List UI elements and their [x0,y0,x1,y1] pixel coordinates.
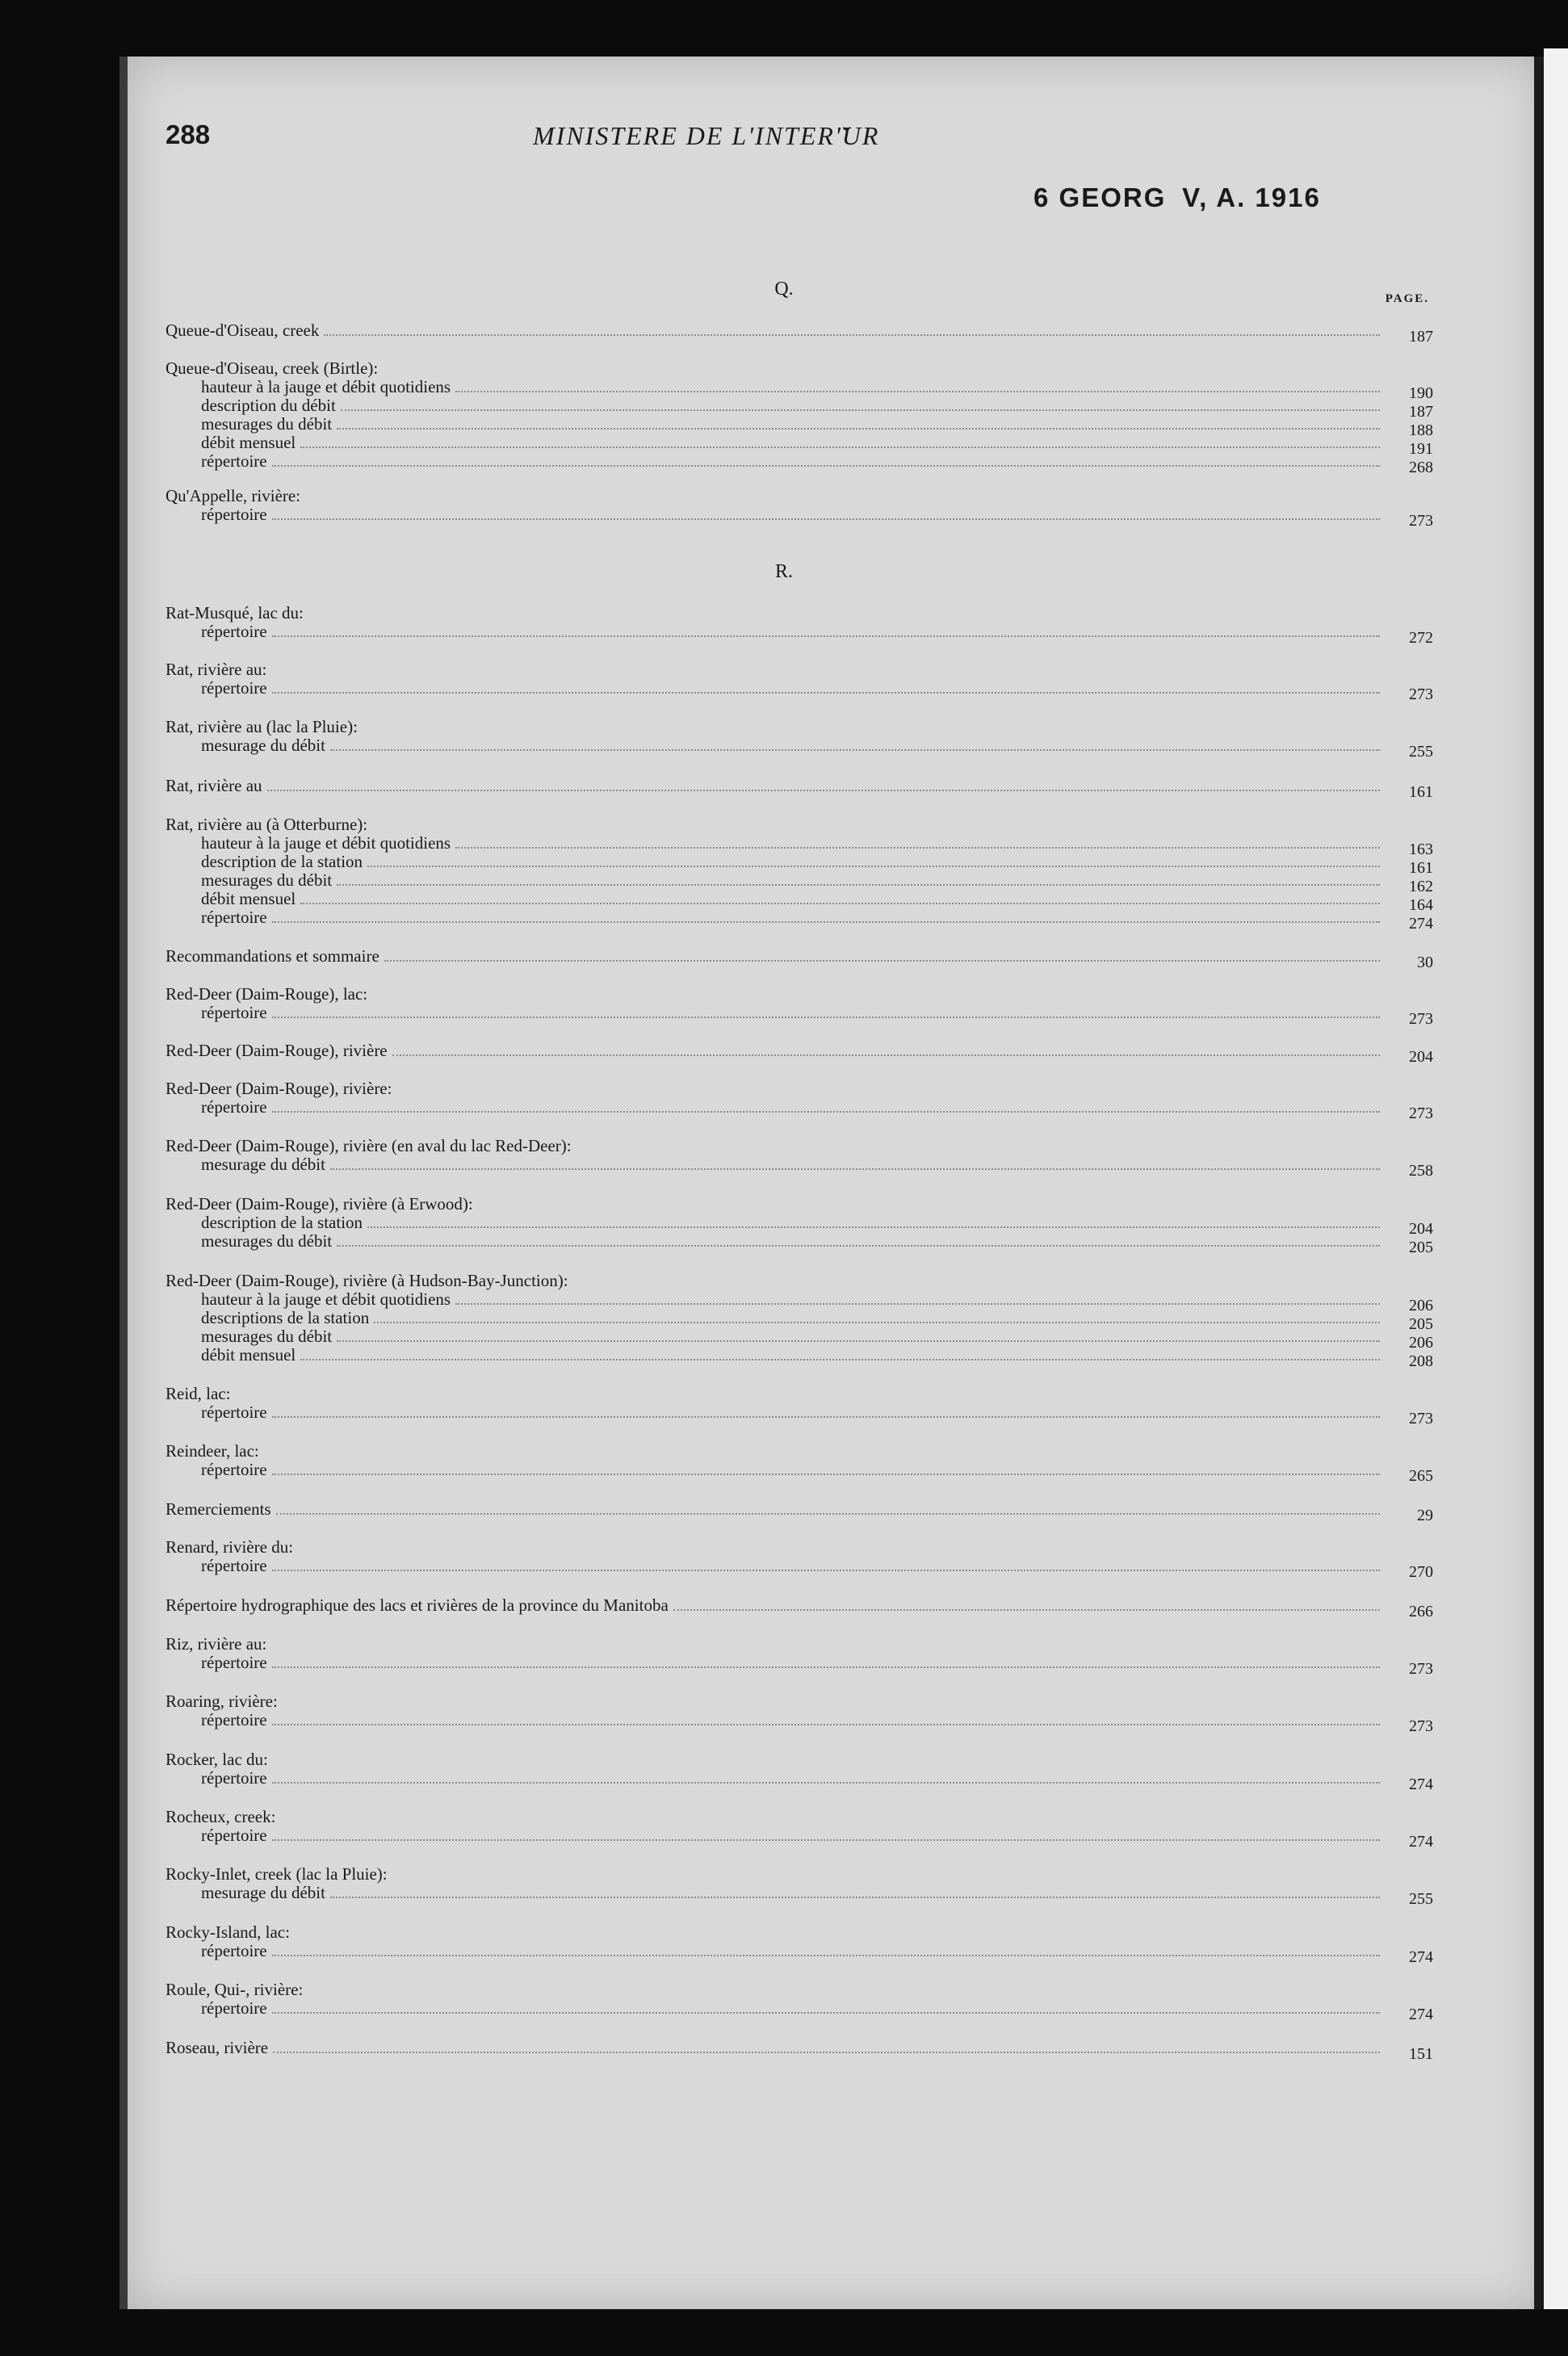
page-reference: 274 [1409,2006,1433,2023]
entry-text: mesurage du débit [201,1883,325,1902]
entry-text: Rat, rivière au [166,776,262,795]
index-entry [166,1537,1433,1581]
index-subentry [166,852,1433,877]
index-entry [166,1441,1433,1485]
index-subentry [166,736,1433,761]
dot-leader [272,635,1380,637]
entry-text: Recommandations et sommaire [166,946,379,966]
entry-text: Roule, Qui-, rivière: [166,1980,304,1999]
index-heading [166,718,1433,736]
entry-text: Remerciements [166,1499,271,1519]
index-heading [166,487,1433,505]
index-subentry [166,1768,1433,1793]
index-heading [166,604,1433,623]
index-subentry [166,1653,1433,1678]
entry-text: Qu'Appelle, rivière: [166,486,301,505]
dot-leader [324,333,1380,336]
index-subentry [166,1003,1433,1028]
index-subentry [166,622,1433,647]
page-reference: 274 [1409,1775,1433,1793]
page-reference: 163 [1409,841,1433,858]
page-reference: 164 [1409,896,1433,914]
entry-text: Red-Deer (Daim-Rouge), rivière (en aval du lac Red-Deer): [166,1136,572,1155]
dot-leader [272,691,1380,694]
index-heading [166,1923,1433,1942]
dot-leader [337,1339,1380,1342]
entry-text: Red-Deer (Daim-Rouge), rivière: [166,1079,392,1098]
entry-text: hauteur à la jauge et débit quotidiens [201,1289,451,1309]
entry-text: Rocker, lac du: [166,1750,268,1769]
index-subentry [166,1327,1433,1352]
index-subentry [166,1213,1433,1238]
index-subentry [166,908,1433,933]
index-subentry [166,678,1433,703]
dot-leader [272,1016,1380,1018]
entry-text: mesurages du débit [201,1231,333,1251]
entry-text: répertoire [201,1710,267,1729]
dot-leader [272,2011,1380,2014]
index-heading [166,1079,1433,1098]
dot-leader [330,748,1380,751]
entry-text: Rat, rivière au (lac la Pluie): [166,717,358,736]
index-heading [166,776,1433,801]
index-subentry [166,1345,1433,1370]
entry-text: répertoire [201,1941,267,1960]
index-heading [166,1137,1433,1155]
entry-text: Rocky-Inlet, creek (lac la Pluie): [166,1864,388,1884]
index-subentry [166,1998,1433,2023]
index-subentry [166,1556,1433,1581]
page-reference: 161 [1409,783,1433,801]
page-number: 288 [166,119,211,149]
page-reference: 161 [1409,859,1433,877]
page-reference: 270 [1409,1563,1433,1581]
entry-text: Red-Deer (Daim-Rouge), rivière [166,1041,388,1060]
page-reference: 188 [1409,421,1433,439]
entry-text: répertoire [201,1097,267,1117]
index-subentry [166,870,1433,895]
index-entry [166,1922,1433,1966]
entry-text: répertoire [201,1768,267,1788]
entry-text: répertoire [201,1998,267,2018]
entry-text: mesurage du débit [201,736,325,755]
dot-leader [384,959,1380,962]
entry-text: Reid, lac: [166,1384,231,1403]
entry-text: hauteur à la jauge et débit quotidiens [201,833,451,853]
index-entry [166,1041,1433,1066]
entry-text: mesurages du débit [201,1327,333,1346]
index-heading [166,1635,1433,1654]
entry-text: Red-Deer (Daim-Rouge), rivière (à Hudson-Bay-Junction): [166,1271,568,1290]
index-subentry [166,1402,1433,1427]
index-subentry [166,377,1433,402]
dot-leader [273,2051,1380,2053]
page-reference: 205 [1409,1315,1433,1333]
next-page-strip [1544,48,1568,2309]
dot-leader [272,1954,1380,1956]
entry-text: répertoire [201,451,267,471]
entry-text: Rocky-Island, lac: [166,1922,290,1942]
index-subentry [166,1155,1433,1180]
index-heading [166,1041,1433,1066]
index-subentry [166,1710,1433,1735]
index-subentry [166,833,1433,858]
index-subentry [166,1231,1433,1256]
entry-text: Red-Deer (Daim-Rouge), rivière (à Erwood): [166,1194,473,1214]
index-heading [166,1499,1433,1524]
index-heading [166,1750,1433,1769]
entry-text: Roaring, rivière: [166,1692,278,1711]
entry-text: mesurages du débit [201,870,333,890]
page-reference: 206 [1409,1334,1433,1352]
index-entry [166,660,1433,703]
index-entry [166,358,1433,476]
entry-text: débit mensuel [201,1345,296,1365]
entry-text: descriptions de la station [201,1308,370,1327]
dot-leader [272,1415,1380,1418]
index-entry [166,776,1433,801]
index-heading [166,946,1433,971]
entry-text: débit mensuel [201,433,296,452]
index-heading [166,1692,1433,1711]
entry-text: répertoire [201,1653,267,1672]
entry-text: Queue-d'Oiseau, creek (Birtle): [166,358,379,378]
index-heading [166,1442,1433,1461]
index-entry [166,1980,1433,2023]
index-entry [166,815,1433,933]
index-entry [166,603,1433,647]
index-heading [166,321,1433,346]
entry-text: répertoire [201,505,267,524]
index-subentry [166,1460,1433,1485]
entry-text: répertoire [201,1402,267,1422]
entry-text: Queue-d'Oiseau, creek [166,321,320,340]
dot-leader [300,1358,1380,1360]
index-entry [166,946,1433,971]
index-entry [166,1807,1433,1851]
page-reference: 273 [1409,1660,1433,1678]
index-heading [166,1865,1433,1884]
entry-text: mesurage du débit [201,1155,325,1174]
entry-text: répertoire [201,1003,267,1022]
index-heading [166,815,1433,834]
page-reference: 273 [1409,1410,1433,1427]
index-heading [166,1385,1433,1403]
dot-leader [337,427,1380,430]
entry-text: Red-Deer (Daim-Rouge), lac: [166,984,368,1004]
index-heading [166,2038,1433,2063]
index-subentry [166,889,1433,914]
index-entry [166,1595,1433,1620]
dot-leader [330,1896,1380,1898]
entry-text: répertoire [201,1556,267,1575]
entry-text: répertoire [201,622,267,641]
index-entry [166,1864,1433,1908]
index-subentry [166,414,1433,439]
index-heading [166,660,1433,679]
dot-leader [272,464,1380,467]
page-reference: 272 [1409,629,1433,647]
index-heading [166,1808,1433,1826]
dot-leader [455,1302,1380,1305]
index-subentry [166,1097,1433,1122]
index-subentry [166,1941,1433,1966]
entry-text: Reindeer, lac: [166,1441,259,1461]
page-reference: 208 [1409,1352,1433,1370]
entry-text: Rat-Musqué, lac du: [166,603,304,623]
page-reference: 273 [1409,685,1433,703]
index-entry [166,1271,1433,1370]
index-entry [166,486,1433,530]
page-reference: 273 [1409,1717,1433,1735]
page-reference: 190 [1409,384,1433,402]
dot-leader [272,1781,1380,1784]
page-reference: 265 [1409,1467,1433,1485]
entry-text: description de la station [201,852,363,871]
page-reference: 274 [1409,915,1433,933]
dot-leader [276,1512,1380,1515]
dot-leader [367,1226,1380,1228]
page-reference: 274 [1409,1948,1433,1966]
index-subentry [166,433,1433,458]
page-reference: 187 [1409,403,1433,421]
dot-leader [272,1569,1380,1571]
entry-text: Renard, rivière du: [166,1537,294,1557]
dot-leader [272,1110,1380,1113]
page-reference: 162 [1409,878,1433,895]
index-entry [166,1136,1433,1180]
dot-leader [337,883,1380,886]
entry-text: Rat, rivière au (à Otterburne): [166,815,368,834]
index-heading [166,359,1433,378]
index-entry [166,2038,1433,2063]
dot-leader [341,409,1380,411]
dot-leader [330,1168,1380,1170]
index-subentry [166,1826,1433,1851]
page-reference: 204 [1409,1220,1433,1238]
index-heading [166,1195,1433,1214]
page-reference: 151 [1409,2045,1433,2063]
page-reference: 273 [1409,512,1433,530]
dot-leader [337,1244,1380,1247]
dot-leader [272,1723,1380,1725]
dot-leader [272,920,1380,923]
entry-text: répertoire [201,1460,267,1479]
index-subentry [166,1289,1433,1314]
dot-leader [300,446,1380,448]
entry-text: débit mensuel [201,889,296,908]
dot-leader [267,789,1380,791]
entry-text: description de la station [201,1213,363,1232]
page-reference: 204 [1409,1048,1433,1066]
index-heading [166,1981,1433,1999]
index-heading [166,1595,1433,1620]
page-reference: 266 [1409,1603,1433,1620]
index-subentry [166,505,1433,530]
index-entry [166,1634,1433,1678]
index-entry [166,717,1433,761]
dot-leader [272,518,1380,520]
page-reference: 191 [1409,440,1433,458]
entry-text: description du débit [201,396,336,415]
entry-text: mesurages du débit [201,414,333,434]
index-entry [166,1079,1433,1122]
dot-leader [673,1608,1380,1611]
index-entry [166,1384,1433,1427]
index-subentry [166,1883,1433,1908]
page-reference: 255 [1409,1890,1433,1908]
page-reference: 255 [1409,743,1433,761]
dot-leader [272,1666,1380,1668]
section-letter-r: R. [774,561,793,582]
page-reference: 273 [1409,1105,1433,1122]
index-entry [166,1194,1433,1256]
index-entry [166,984,1433,1028]
page-reference: 274 [1409,1833,1433,1851]
page-reference: 273 [1409,1010,1433,1028]
dot-leader [272,1838,1380,1841]
entry-text: Riz, rivière au: [166,1634,267,1654]
dot-leader [455,846,1380,849]
dot-leader [455,390,1380,392]
entry-text: Rocheux, creek: [166,1807,276,1826]
index-entry [166,1692,1433,1735]
entry-text: répertoire [201,678,267,698]
entry-text: Roseau, rivière [166,2038,269,2057]
session-label: 6 GEORG V, A. 1916 [1033,182,1321,212]
dot-leader [367,865,1380,867]
entry-text: Rat, rivière au: [166,660,267,679]
dot-leader [272,1473,1380,1475]
page-reference: 268 [1409,459,1433,476]
index-subentry [166,396,1433,421]
entry-text: répertoire [201,908,267,927]
index-heading [166,1272,1433,1290]
index-entry [166,1750,1433,1793]
dot-leader [374,1321,1380,1323]
page-reference: 205 [1409,1239,1433,1256]
dot-leader [392,1054,1380,1056]
dot-leader [300,902,1380,904]
entry-text: répertoire [201,1826,267,1845]
index-entry [166,321,1433,346]
page-reference: 206 [1409,1297,1433,1314]
page-reference: 29 [1417,1507,1433,1524]
index-entry [166,1499,1433,1524]
page-edge [1534,57,1544,2309]
index-subentry [166,1308,1433,1333]
index-heading [166,985,1433,1004]
page-reference: 30 [1417,954,1433,971]
page-column-label: PAGE. [1385,292,1429,305]
entry-text: Répertoire hydrographique des lacs et rivières de la province du Manitoba [166,1595,669,1615]
page-reference: 258 [1409,1162,1433,1180]
index-subentry [166,451,1433,476]
index-heading [166,1538,1433,1557]
entry-text: hauteur à la jauge et débit quotidiens [201,377,451,396]
section-letter-q: Q. [774,279,794,300]
running-title: MINISTERE DE L'INTER'̆UR [533,121,880,150]
page-reference: 187 [1409,328,1433,346]
